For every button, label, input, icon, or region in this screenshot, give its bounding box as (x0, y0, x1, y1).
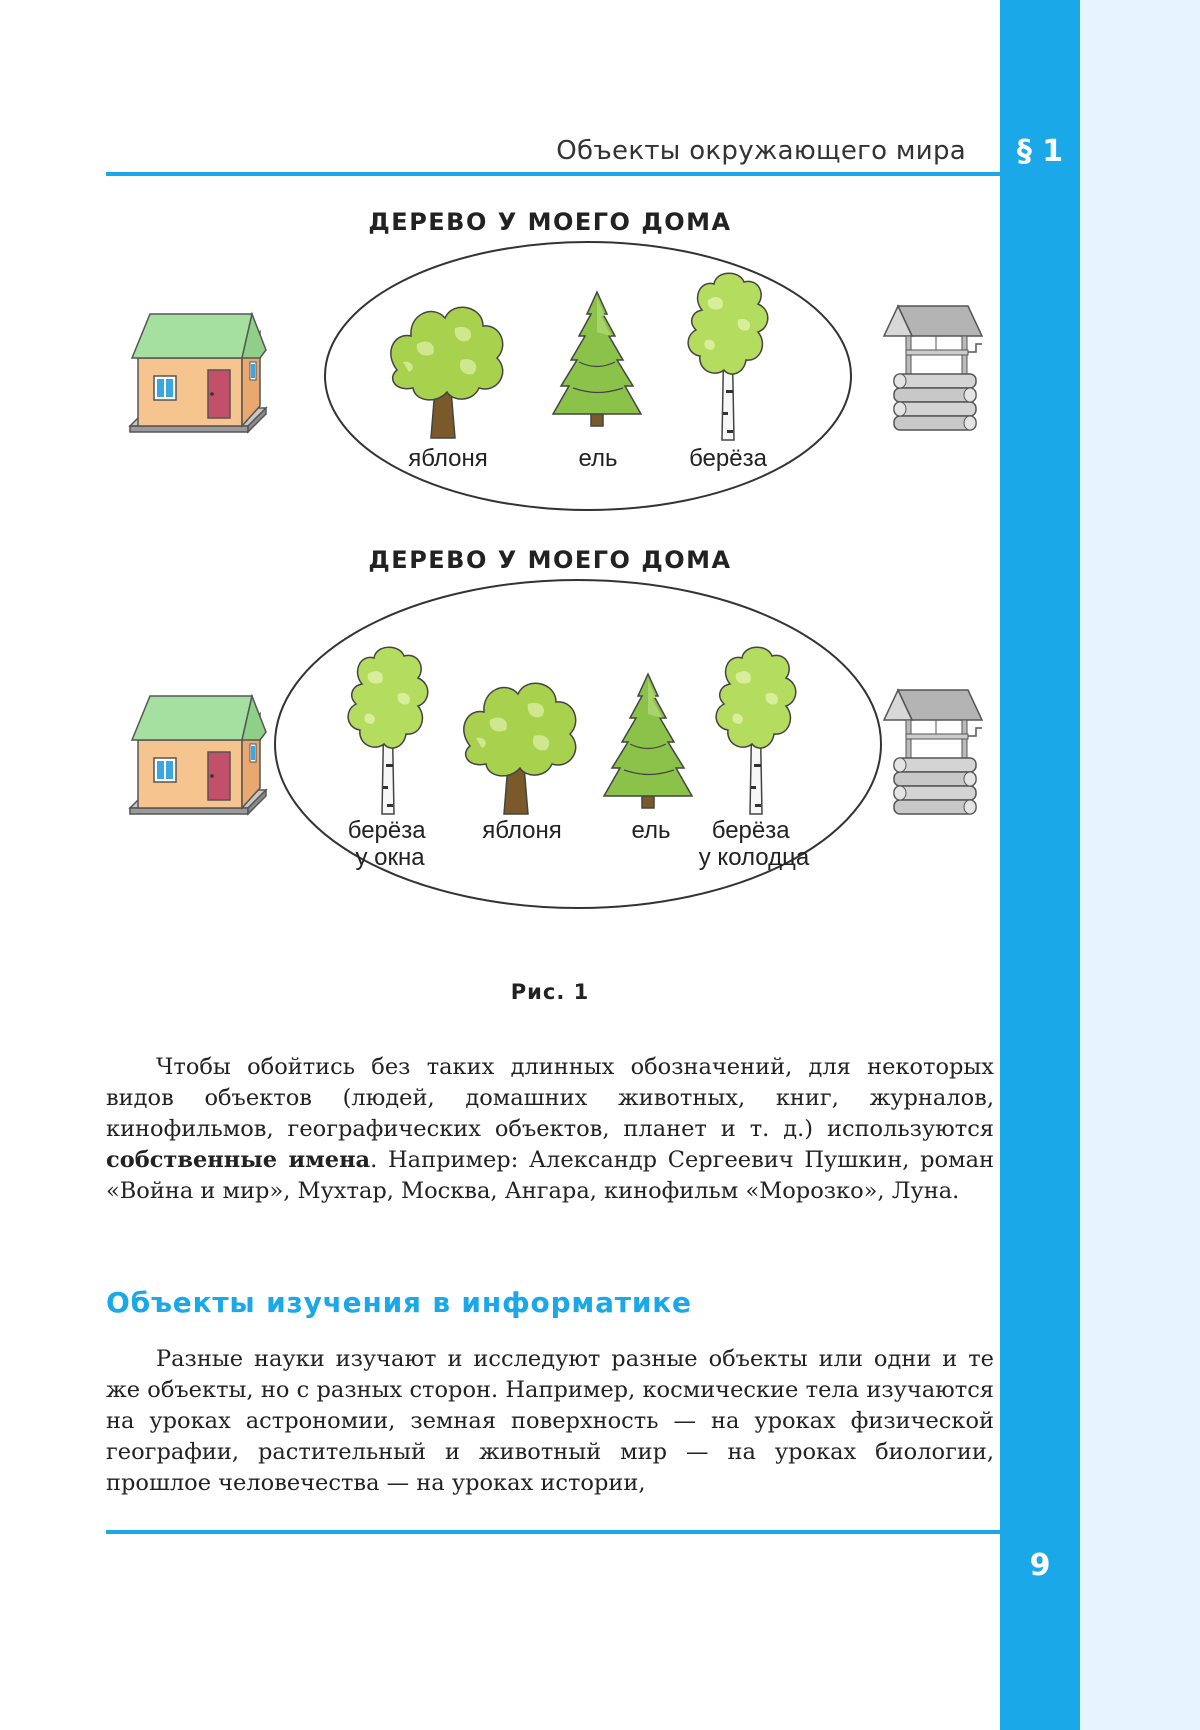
tree-label-fir: ель (578, 445, 618, 472)
fir-tree-illustration (604, 674, 692, 808)
house-illustration (130, 314, 266, 432)
figure-caption: Рис. 1 (510, 980, 590, 1004)
page-number: 9 (1029, 1548, 1051, 1583)
paragraph-sciences: Разные науки изучают и исследуют разные объекты или одни и те же объекты, но с разных сторон. Например, космические тела изучаются на уроках астрономии, земная поверхность — на уроках физической географии, растительный и животный мир — на уроках биологии, прошлое человечества — на уроках истории, (106, 1346, 994, 1496)
birch-tree-illustration (716, 647, 796, 814)
fir-tree-illustration (553, 292, 641, 426)
well-illustration (884, 690, 982, 814)
house-illustration (130, 696, 266, 814)
running-title: Объекты окружающего мира (556, 136, 966, 166)
footer-rule (106, 1530, 1000, 1534)
tree-label-apple: яблоня (482, 817, 562, 844)
tree-label-birch: берёза (689, 445, 767, 472)
bold-term: собственные имена (106, 1147, 371, 1173)
well-illustration (884, 306, 982, 430)
paragraph-number: § 1 (1016, 134, 1064, 169)
tree-label-fir: ель (631, 817, 671, 844)
apple-tree-illustration (391, 307, 503, 438)
side-tab (1000, 0, 1080, 1730)
tree-label-birch-well: берёза у колодца (698, 817, 810, 871)
tree-label-birch-window: берёза у окна (347, 817, 426, 871)
paragraph-proper-names (106, 1052, 994, 1207)
figure-title-2: ДЕРЕВО У МОЕГО ДОМА (368, 546, 732, 574)
figure-title-1: ДЕРЕВО У МОЕГО ДОМА (368, 208, 732, 236)
tree-label-apple: яблоня (408, 445, 488, 472)
paragraph-text: . Например: Александр Сергеевич Пушкин, роман «Война и мир», Мухтар, Москва, Ангара, кинофильм «Морозко», Луна. (106, 1147, 994, 1204)
paragraph-text: Чтобы обойтись без таких длинных обозначений, для некоторых видов объектов (людей, домашних животных, книг, журналов, кинофильмов, географических объектов, планет и т. д.) используются (106, 1054, 994, 1142)
tree-scene-2 (0, 578, 1000, 930)
tree-scene-1 (0, 240, 1000, 530)
section-heading: Объекты изучения в информатике (106, 1286, 692, 1319)
birch-tree-illustration (348, 647, 428, 814)
header-rule (106, 172, 1000, 176)
birch-tree-illustration (688, 273, 768, 440)
apple-tree-illustration (464, 683, 576, 814)
